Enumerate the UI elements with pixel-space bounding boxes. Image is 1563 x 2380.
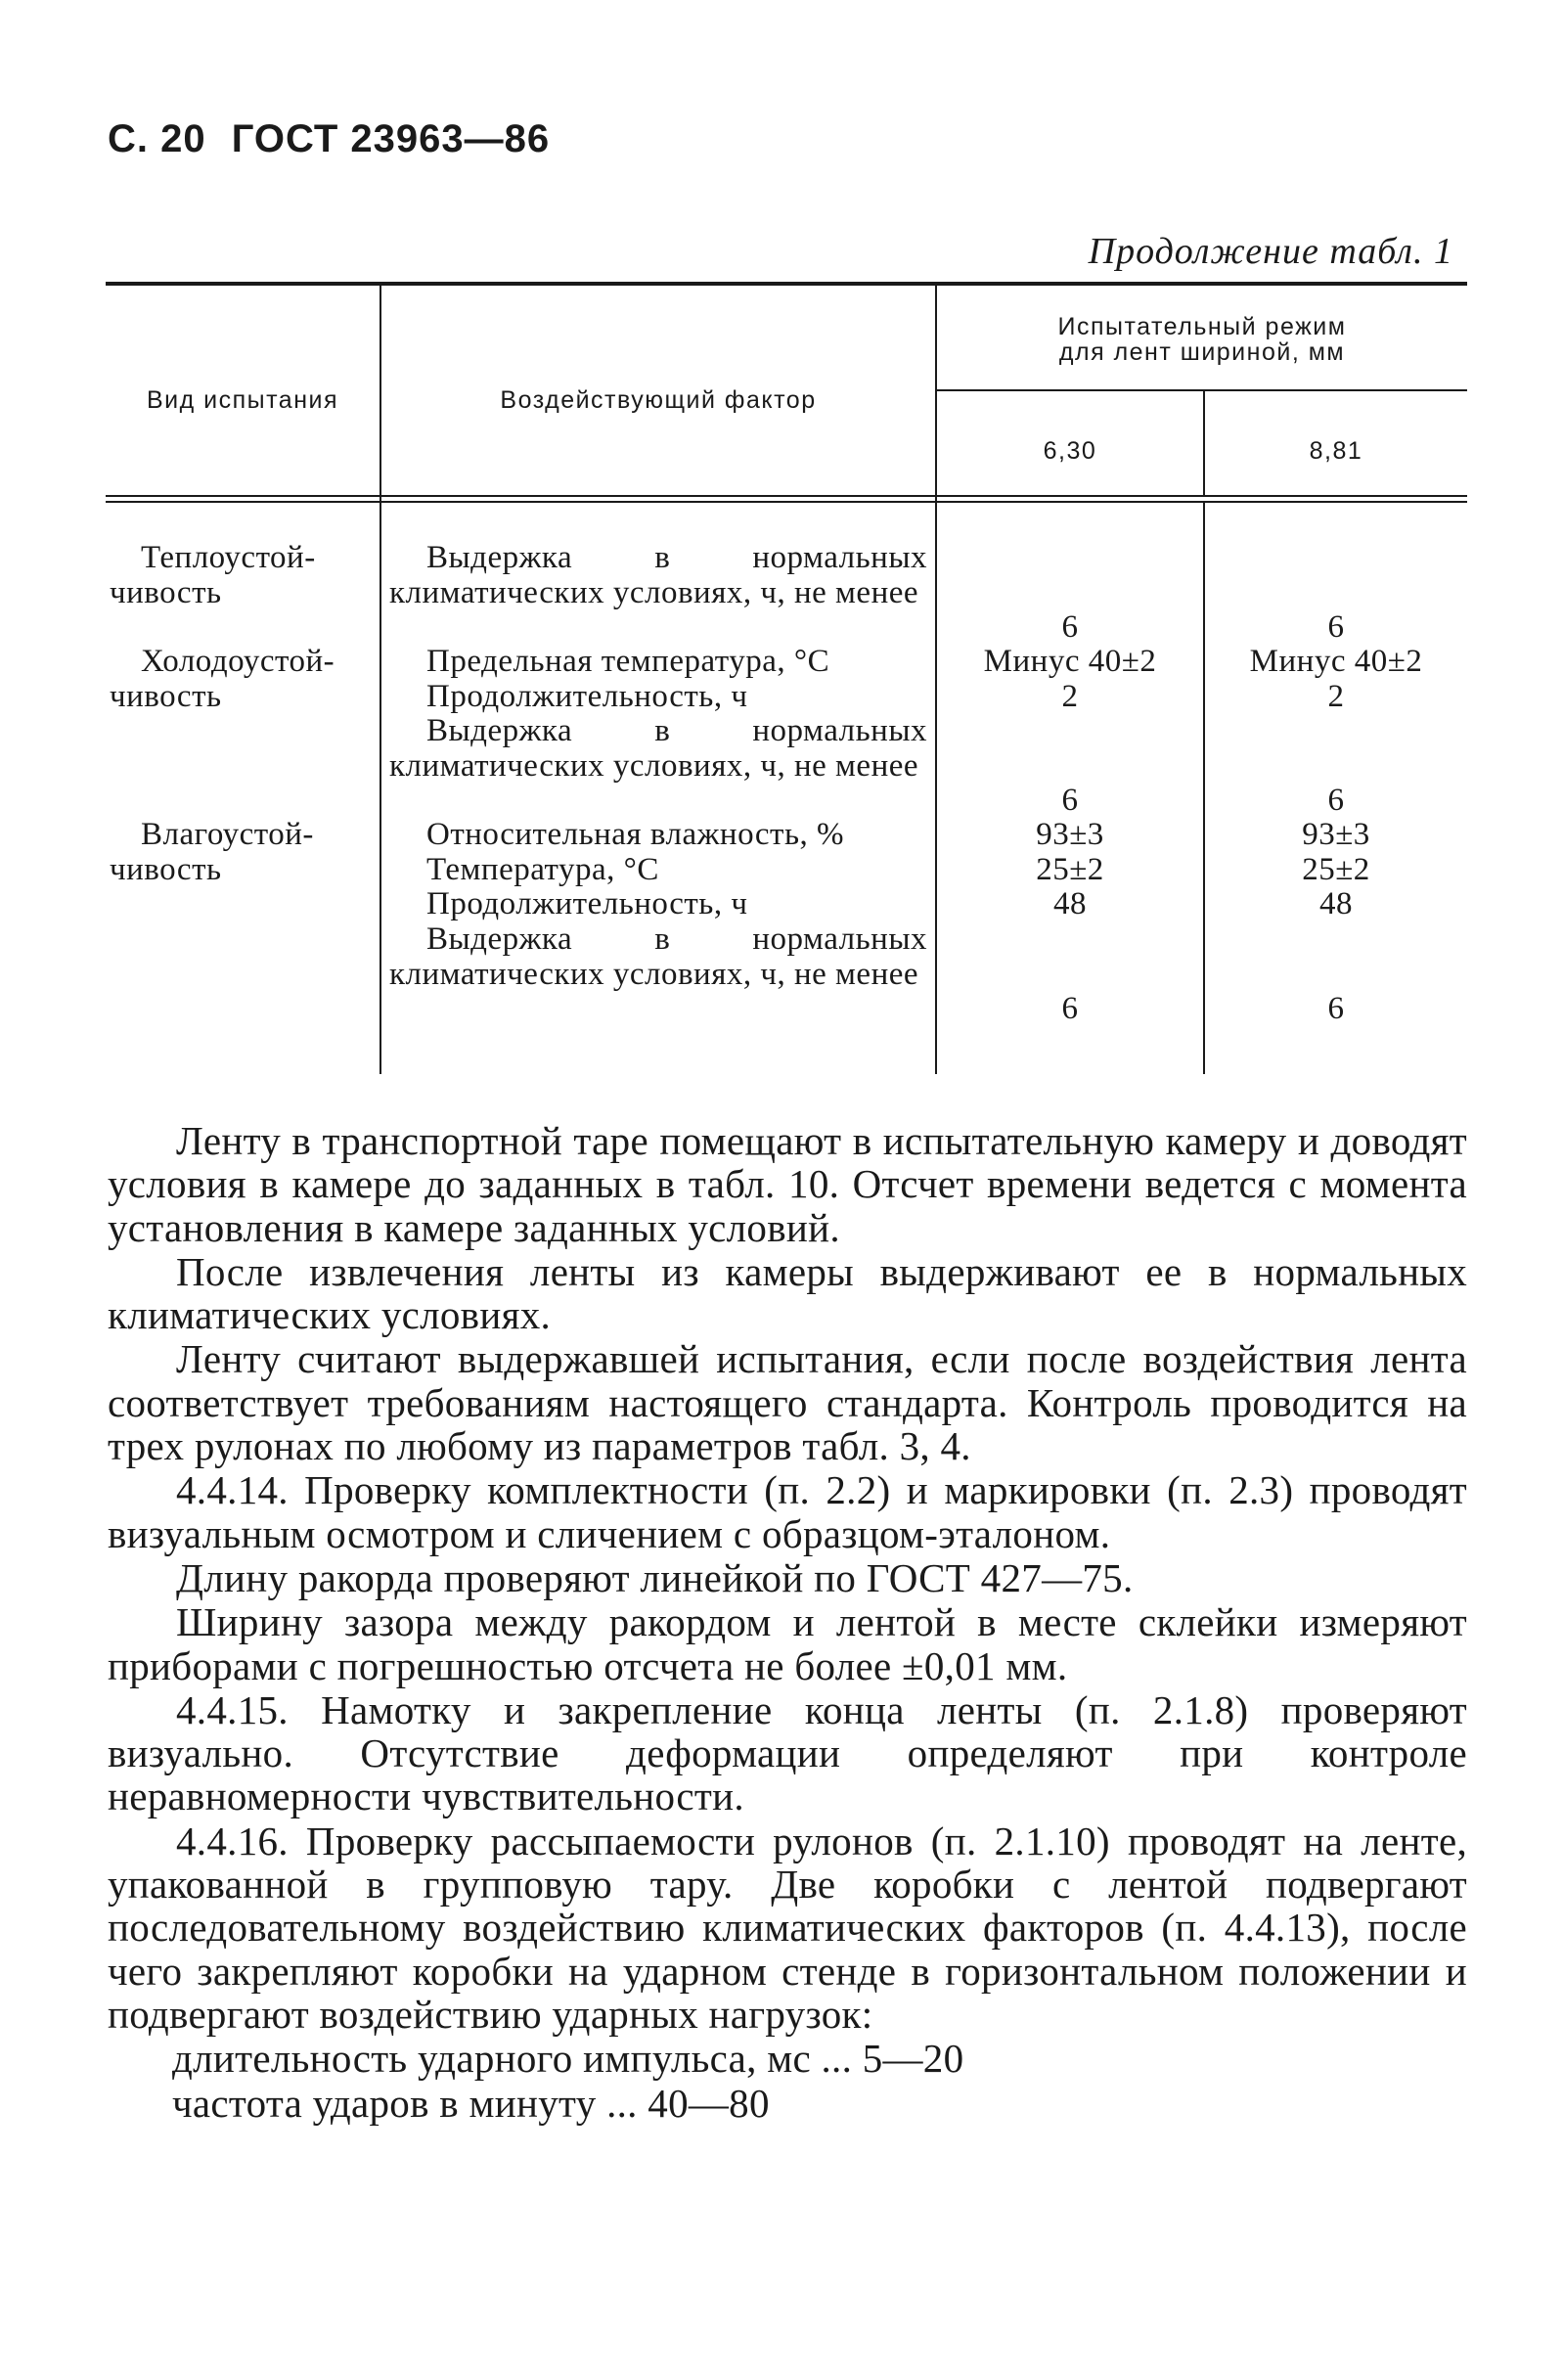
value-881: Минус 40±2 xyxy=(1249,644,1423,679)
header-bottom-rule xyxy=(106,495,1467,497)
factor-cell: Относительная влажность, % xyxy=(426,817,845,852)
factor-cell: Продолжительность, ч xyxy=(426,886,748,921)
value-630: 48 xyxy=(1053,886,1087,921)
paragraph: 4.4.15. Намотку и закрепление конца ленты (п. 2.1.8) проверяют визуально. Отсутствие деформации определяют при контроле неравномерности чувствительности. xyxy=(108,1686,1467,1819)
header-mode-line1: Испытательный режим xyxy=(1057,313,1347,340)
table-top-rule xyxy=(106,282,1467,286)
value-881: 25±2 xyxy=(1302,852,1370,887)
value-630: Минус 40±2 xyxy=(983,644,1157,679)
value-881: 6 xyxy=(1327,783,1345,818)
value-630: 25±2 xyxy=(1036,852,1104,887)
test-modes-table xyxy=(106,282,1467,1082)
paragraph: 4.4.14. Проверку комплектности (п. 2.2) и маркировки (п. 2.3) проводят визуальным осмотром и сличением с образцом-эталоном. xyxy=(108,1467,1467,1556)
paragraph: Ширину зазора между ракордом и лентой в месте склейки измеряют приборами с погрешностью отсчета не более ±0,01 мм. xyxy=(108,1599,1467,1688)
header-factor: Воздействующий фактор xyxy=(500,386,817,414)
value-881: 6 xyxy=(1327,609,1345,645)
header-test-type: Вид испытания xyxy=(146,386,339,414)
factor-cell: Предельная температура, °С xyxy=(426,644,830,679)
body-text xyxy=(108,1119,1467,2126)
header-bottom-rule-2 xyxy=(106,501,1467,503)
standard-number: ГОСТ 23963—86 xyxy=(231,117,551,160)
test-type-humidity-line1: Влагоустой- xyxy=(141,817,314,852)
test-type-heat xyxy=(110,541,374,610)
test-type-humidity-line2: чивость xyxy=(110,851,222,887)
factor-cell: Температура, °С xyxy=(426,852,659,887)
paragraph: 4.4.16. Проверку рассыпаемости рулонов (п. 2.1.10) проводят на ленте, упакованной в групповую тару. Две коробки с лентой подвергают последовательному воздействию климатических факторов (п. 4.4.13), после чего закрепляют коробки на ударном стенде в горизонтальном положении и подвергают воздействию ударных нагрузок: xyxy=(108,1818,1467,2037)
value-630: 6 xyxy=(1061,783,1079,818)
header-mode-line2: для лент шириной, мм xyxy=(1058,338,1346,367)
page-number: С. 20 xyxy=(108,117,206,160)
header-width-881: 8,81 xyxy=(1309,437,1363,465)
value-630: 6 xyxy=(1061,609,1079,645)
paragraph: Ленту считают выдержавшей испытания, если после воздействия лента соответствует требованиям настоящего стандарта. Контроль проводится на трех рулонах по любому из параметров табл. 3, 4. xyxy=(108,1336,1467,1469)
header-width-630: 6,30 xyxy=(1043,437,1097,465)
value-630: 2 xyxy=(1061,679,1079,714)
value-881: 93±3 xyxy=(1302,817,1370,852)
factor-cell: Выдержка в нормальных климатических условиях, ч, не менее xyxy=(389,713,927,784)
paragraph: Длину ракорда проверяют линейкой по ГОСТ 427—75. xyxy=(176,1554,1134,1600)
value-881: 2 xyxy=(1327,679,1345,714)
mode-header-divider xyxy=(935,389,1467,391)
list-item: длительность ударного импульса, мс ... 5—20 xyxy=(172,2036,964,2082)
value-881: 48 xyxy=(1319,886,1353,921)
value-630: 93±3 xyxy=(1036,817,1104,852)
value-881: 6 xyxy=(1327,991,1345,1026)
header-mode xyxy=(937,314,1467,366)
test-type-cold-line2: чивость xyxy=(110,678,222,714)
factor-cell: Выдержка в нормальных климатических условиях, ч, не менее xyxy=(389,921,927,992)
paragraph: После извлечения ленты из камеры выдерживают ее в нормальных климатических условиях. xyxy=(108,1248,1467,1338)
test-type-heat-line1: Теплоустой- xyxy=(141,540,316,575)
factor-cell: Продолжительность, ч xyxy=(426,679,748,714)
paragraph: Ленту в транспортной таре помещают в испытательную камеру и доводят условия в камере до заданных в табл. 10. Отсчет времени ведется с момента установления в камере заданных условий. xyxy=(108,1118,1467,1250)
list-item: частота ударов в минуту ... 40—80 xyxy=(172,2080,770,2126)
test-type-humidity xyxy=(110,818,374,887)
test-type-heat-line2: чивость xyxy=(110,574,222,610)
table-continuation-label: Продолжение табл. 1 xyxy=(1088,231,1453,272)
test-type-cold xyxy=(110,645,374,714)
page-header xyxy=(108,117,550,161)
test-type-cold-line1: Холодоустой- xyxy=(141,644,335,679)
factor-cell: Выдержка в нормальных климатических условиях, ч, не менее xyxy=(389,540,927,610)
value-630: 6 xyxy=(1061,991,1079,1026)
